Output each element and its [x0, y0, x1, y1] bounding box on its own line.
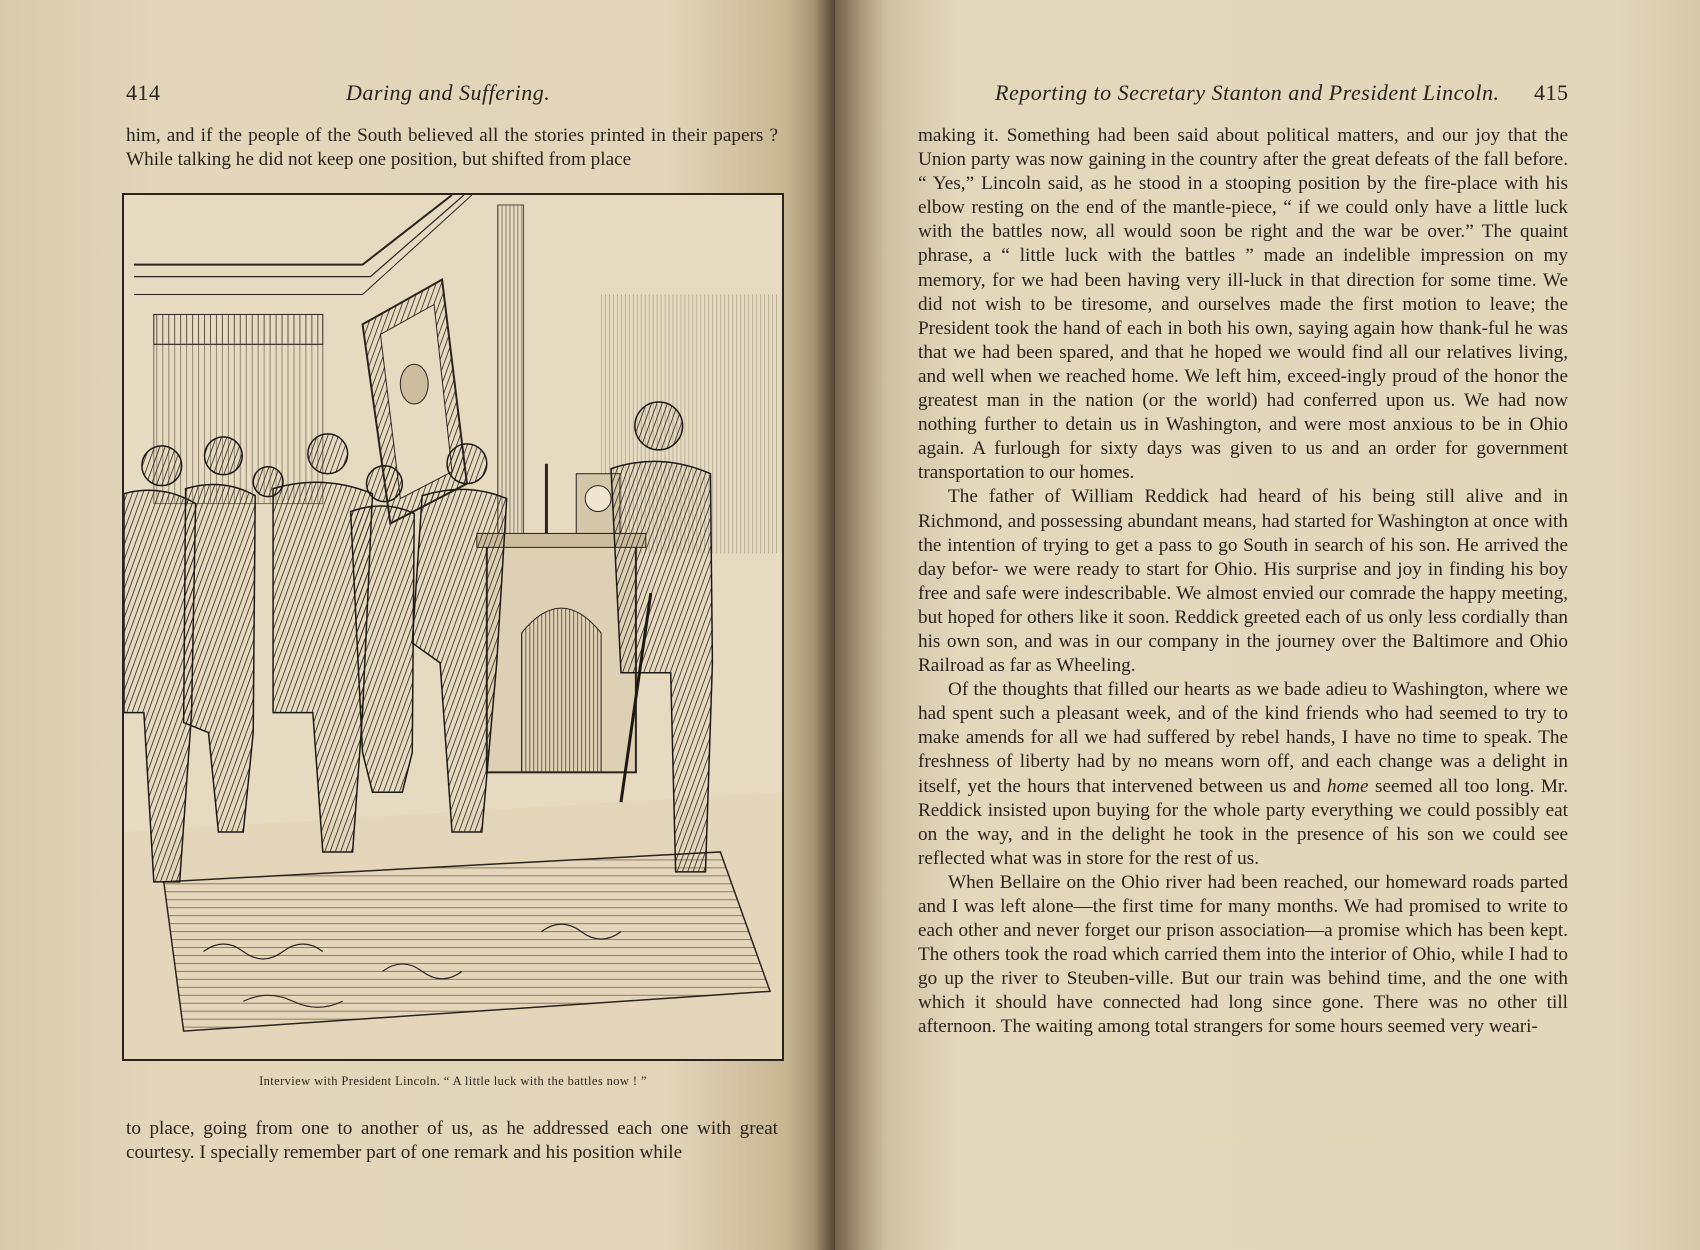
- right-text: [918, 124, 1568, 1040]
- running-title: Daring and Suffering.: [346, 80, 551, 105]
- paragraph: The father of William Reddick had heard of his being still alive and in Richmond, and possessing abundant means, had started for Washington at once with the intention of trying to get a pass to go South in search of his son. He arrived the day befor- we were ready to start for Ohio. His surprise and joy in finding his boy free and safe were indescribable. We almost envied our comrade the happy meeting, but hoped for others like it soon. Reddick greeted each of us only less cordially than his own son, and was in our company in the journey over the Baltimore and Ohio Railroad as far as Wheeling.: [918, 486, 1568, 677]
- paragraph: When Bellaire on the Ohio river had been reached, our homeward roads parted and I was left alone—the first time for many months. We had promised to write to each other and never forget our prison association—a promise which has been kept. The others took the road which carried them into the interior of Ohio, while I had to go up the river to Steuben-ville. But our train was behind time, and the one with which it should have connected had long since gone. There was no other till afternoon. The waiting among total strangers for some hours seemed very weari-: [918, 871, 1568, 1038]
- page-number: 414: [126, 80, 161, 105]
- illustration-plate: [122, 193, 784, 1061]
- right-page: [835, 0, 1700, 1250]
- page-number: 415: [1534, 80, 1569, 105]
- lincoln-interview-illustration: [124, 195, 782, 1059]
- paragraph: [918, 678, 1568, 871]
- left-text-top: [126, 124, 778, 172]
- paragraph-text: seemed all too long. Mr. Reddick insisted upon buying for the whole party everything we could possibly eat on the way, and in the delight he took in the presence of his son we could see reflected what was in store for the rest of us.: [918, 775, 1569, 869]
- paragraph: him, and if the people of the South believed all the stories printed in their papers ? While talking he did not keep one position, but shifted from place: [126, 125, 778, 171]
- paragraph-text: Of the thoughts that filled our hearts as we bade adieu to Washington, where we had spent such a pleasant week, and of the kind friends who had seemed to try to make amends for all we had suffered by rebel hands, I have no time to speak. The freshness of liberty had by no means worn off, and each change was a delight in itself, yet the hours that intervened between us and: [918, 679, 1568, 797]
- italic-word: home: [1326, 775, 1369, 797]
- left-page: [0, 0, 835, 1250]
- running-title: Reporting to Secretary Stanton and President Lincoln.: [995, 80, 1500, 105]
- paragraph: making it. Something had been said about political matters, and our joy that the Union party was now gaining in the country after the great defeats of the fall before. “ Yes,” Lincoln said, as he stood in a stooping position by the fire-place with his elbow resting on the end of the mantle-piece, “ if we could only have a little luck with the battles now, all would soon be right and the war be over.” The quaint phrase, a “ little luck with the battles ” made an indelible impression on my memory, for we had been having very ill-luck in that direction for some time. We did not wish to be tiresome, and ourselves made the first motion to leave; the President took the hand of each in both his own, saying again how thank-ful he was that we had been spared, and that he hoped we would find all our relatives living, and well when we reached home. We left him, exceed-ingly proud of the honor the greatest man in the nation (or the world) had conferred upon us. We had now nothing further to detain us in Washington, and were most anxious to be in Ohio again. A furlough for sixty days was given to us and an order for government transportation to our homes.: [918, 125, 1568, 484]
- left-text-bottom: [126, 1117, 778, 1165]
- paragraph: to place, going from one to another of us, as he addressed each one with great courtesy. I specially remember part of one remark and his position while: [126, 1118, 778, 1164]
- illustration-caption: Interview with President Lincoln. “ A little luck with the battles now ! ”: [259, 1074, 647, 1088]
